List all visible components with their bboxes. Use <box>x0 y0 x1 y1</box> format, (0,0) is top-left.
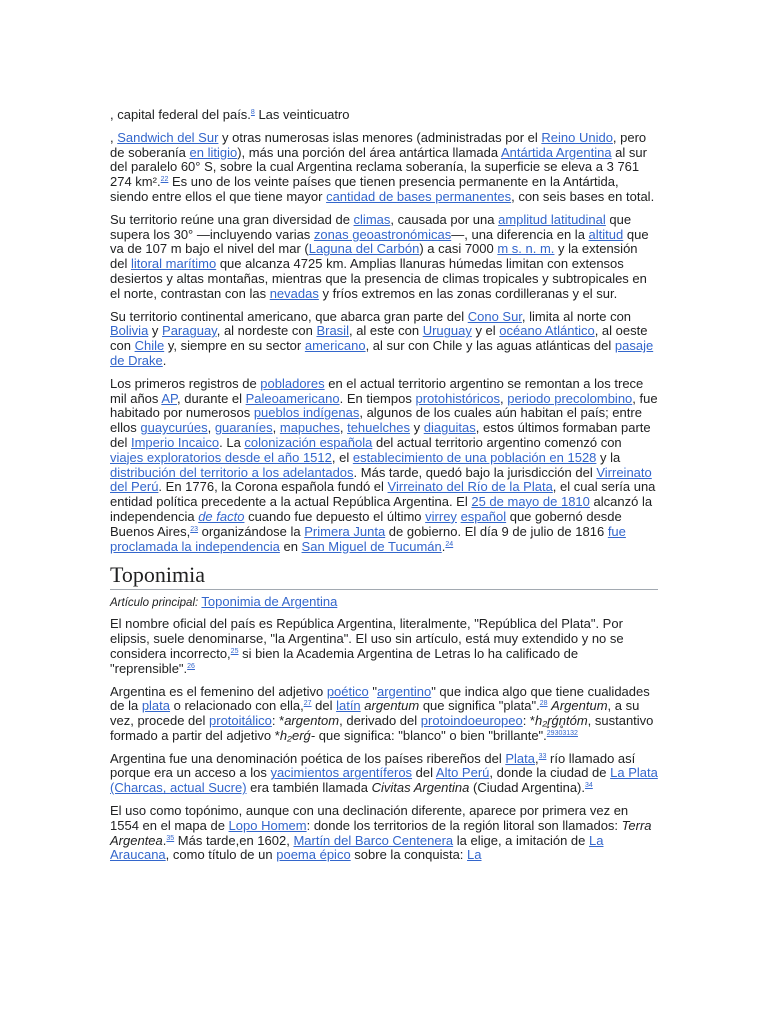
text-run: , fue habitado por numerosos <box>110 390 658 421</box>
text-run: y otras numerosas islas menores (administradas por el <box>218 129 542 145</box>
wiki-link[interactable]: Lopo Homem <box>228 817 307 833</box>
reference-link[interactable]: 27 <box>303 700 312 708</box>
italic-term: argentum <box>364 698 420 714</box>
text-run: . Más tarde, quedó bajo la jurisdicción del <box>353 464 597 480</box>
reference-link[interactable]: 28 <box>539 700 548 708</box>
text-run: , el cual sería una entidad política precedente a la actual República Argentina. El <box>110 479 656 510</box>
text-run: , el <box>331 449 353 465</box>
text-run: , <box>339 420 348 436</box>
wiki-link[interactable]: Paraguay <box>162 323 217 339</box>
text-run: la elige, a imitación de <box>453 832 589 848</box>
text-run: , <box>534 750 539 766</box>
text-run: y <box>409 420 424 436</box>
wiki-link[interactable]: Primera Junta <box>304 523 386 539</box>
text-run: Es uno de los veinte países que tienen presencia permanente en la Antártida, siendo entre ellos el que tiene mayor <box>110 174 619 204</box>
text-run: , <box>500 390 508 406</box>
text-run: , donde la ciudad de <box>489 765 611 781</box>
text-run: al sur del paralelo 60° S, sobre la cual Argentina reclama soberanía, la superficie se eleva a 3 761 274 km². <box>110 144 647 190</box>
wiki-link[interactable]: Chile <box>134 338 165 354</box>
wiki-link[interactable]: Brasil <box>316 323 349 339</box>
wiki-link[interactable]: Laguna del Carbón <box>308 241 420 257</box>
text-run: que significa: "blanco" o bien "brillante". <box>315 727 547 743</box>
text-run: : * <box>522 713 535 729</box>
italic-term: Argentum <box>551 698 608 714</box>
text-run: si bien la Academia Argentina de Letras lo ha calificado de "reprensible". <box>110 645 579 676</box>
text-run: : * <box>271 713 285 729</box>
wiki-link[interactable]: plata <box>141 698 171 714</box>
text-run: que gobernó desde Buenos Aires, <box>110 508 622 539</box>
paragraph-3 <box>110 310 658 369</box>
hatnote-link[interactable]: Toponimia de Argentina <box>201 594 338 610</box>
text-run: , al este con <box>348 323 423 339</box>
paragraph-2 <box>110 213 658 302</box>
text-run: del actual territorio argentino comenzó con <box>372 434 622 450</box>
paragraph-6 <box>110 685 658 744</box>
text-run: Más tarde,en 1602, <box>174 832 294 848</box>
paragraph-8 <box>110 804 658 863</box>
wiki-link[interactable]: Alto Perú <box>435 765 490 781</box>
wiki-link[interactable]: guaraníes <box>214 420 273 436</box>
text-run: , derivado del <box>339 713 421 729</box>
text-run: del <box>311 698 337 714</box>
reference-link[interactable]: 33 <box>538 752 547 760</box>
wiki-link[interactable]: La Plata (Charcas, actual Sucre) <box>110 765 658 796</box>
wiki-link[interactable]: pasaje de Drake <box>110 338 654 368</box>
italic-term: h₂erǵ- <box>279 727 316 743</box>
wiki-link[interactable]: protoitálico <box>209 713 272 729</box>
text-run: en <box>279 538 302 554</box>
text-run: que va de 107 m bajo el nivel del mar ( <box>110 226 649 257</box>
text-run: que significa "plata". <box>419 698 540 714</box>
text-run: , como título de un <box>165 847 277 863</box>
text-run: Su territorio reúne una gran diversidad de <box>110 211 354 227</box>
text-run: sobre la conquista: <box>350 847 468 863</box>
wiki-link[interactable]: Antártida Argentina <box>500 144 612 160</box>
text-run: , algunos de los cuales aún habitan el país; entre ellos <box>110 405 642 436</box>
text-run: y el <box>471 323 500 339</box>
text-run: , <box>207 420 215 436</box>
wiki-link[interactable]: colonización española <box>244 434 373 450</box>
text-run: " <box>368 683 377 699</box>
text-run: (Ciudad Argentina). <box>469 780 585 796</box>
wiki-link[interactable]: americano <box>304 338 366 354</box>
wiki-link[interactable]: protohistóricos <box>415 390 501 406</box>
wiki-link[interactable]: zonas geoastronómicas <box>313 226 452 242</box>
text-run: , estos últimos formaban parte del <box>110 420 651 450</box>
wiki-link[interactable]: La Araucana <box>110 832 604 863</box>
wiki-link[interactable]: guaycurúes <box>140 420 208 436</box>
text-run: en el actual territorio argentino se remontan a los trece mil años <box>110 375 644 406</box>
paragraph-5 <box>110 617 658 676</box>
text-run: , <box>110 129 118 145</box>
wiki-link[interactable]: Bolivia <box>110 323 149 339</box>
text-run: El uso como topónimo, aunque con una declinación diferente, aparece por primera vez en 1554 en el mapa de <box>110 803 629 833</box>
text-run: . La <box>219 434 245 450</box>
text-run: —, una diferencia en la <box>451 226 589 242</box>
text-run: era también llamada <box>246 780 372 796</box>
paragraph-4 <box>110 377 658 555</box>
text-run: y fríos extremos en las zonas cordilleranas y el sur. <box>318 285 618 301</box>
wiki-link[interactable]: Sandwich del Sur <box>117 129 219 145</box>
text-run: , al oeste con <box>110 323 648 354</box>
text-run: , durante el <box>176 390 246 406</box>
wiki-link[interactable]: en litigio <box>189 144 238 160</box>
wiki-link[interactable]: protoindoeuropeo <box>420 713 523 729</box>
text-run: de gobierno. El día 9 de julio de 1816 <box>385 523 608 539</box>
wiki-link[interactable]: argentino <box>376 683 432 699</box>
wiki-link[interactable]: yacimientos argentíferos <box>270 765 413 781</box>
wiki-link[interactable]: pobladores <box>260 375 325 391</box>
text-run: , limita al norte con <box>521 308 632 324</box>
reference-link[interactable]: 35 <box>166 834 175 842</box>
wiki-link[interactable]: m s. n. m. <box>497 241 555 257</box>
wiki-link[interactable]: pueblos indígenas <box>253 405 360 421</box>
wiki-link[interactable]: litoral marítimo <box>130 256 217 272</box>
text-run: Las veinticuatro <box>254 107 350 122</box>
wiki-link[interactable]: San Miguel de Tucumán <box>301 538 442 554</box>
wiki-link[interactable]: poético <box>326 683 369 699</box>
wiki-link[interactable]: Martín del Barco Centenera <box>293 832 454 848</box>
section-heading-toponimia: Toponimia <box>110 562 658 590</box>
text-run: organizándose la <box>198 523 305 539</box>
wiki-link[interactable]: 25 de mayo de 1810 <box>471 494 590 510</box>
text-run: , capital federal del país. <box>110 107 251 122</box>
reference-link[interactable]: 22 <box>160 176 169 184</box>
wiki-link[interactable]: virrey <box>425 508 457 524</box>
text-run: y la extensión del <box>110 241 638 272</box>
reference-link[interactable]: 24 <box>445 540 454 548</box>
hatnote <box>110 595 658 610</box>
text-run: ), más una porción del área antártica llamada <box>237 144 501 160</box>
text-run: . <box>441 538 446 554</box>
text-run: cuando fue depuesto el último <box>244 508 426 524</box>
wiki-link[interactable]: nevadas <box>269 285 319 301</box>
text-run: y <box>148 323 163 339</box>
text-run: , sustantivo formado a partir del adjetivo * <box>110 713 654 743</box>
italic-term: argentom <box>284 713 340 729</box>
wiki-link[interactable]: diaguitas <box>423 420 476 436</box>
paragraph-7 <box>110 752 658 796</box>
wiki-link[interactable]: La <box>467 847 482 863</box>
italic-term: Terra Argentea <box>110 817 652 848</box>
reference-link[interactable]: 29303132 <box>546 729 578 737</box>
wiki-link[interactable]: Virreinato del Perú <box>110 464 652 495</box>
text-run: Argentina fue una denominación poética de los países ribereños del <box>110 750 506 766</box>
reference-link[interactable]: 23 <box>190 525 199 533</box>
reference-link[interactable]: 26 <box>187 662 195 670</box>
wiki-link[interactable]: español <box>460 508 507 524</box>
wiki-link[interactable]: de facto <box>198 508 245 524</box>
text-run: que supera los 30° —incluyendo varias <box>110 211 632 242</box>
text-run: , pero de soberanía <box>110 129 647 160</box>
text-run: . En tiempos <box>339 390 416 406</box>
wiki-link[interactable]: Imperio Incaico <box>130 434 220 450</box>
text-run: : donde los territorios de la región litoral son llamados: <box>306 817 622 833</box>
reference-link[interactable]: 8 <box>250 109 255 116</box>
text-run: , <box>272 420 280 436</box>
text-run: Los primeros registros de <box>110 375 261 391</box>
article-body <box>110 108 658 871</box>
text-run: , a su vez, procede del <box>110 698 640 729</box>
wiki-link[interactable]: amplitud latitudinal <box>498 211 606 227</box>
text-run: y, siempre en su sector <box>164 338 305 354</box>
wiki-link[interactable]: Reino Unido <box>541 129 613 145</box>
text-run: alcanzó la independencia <box>110 494 653 524</box>
wiki-link[interactable]: Plata <box>505 750 535 766</box>
hatnote-label: Artículo principal: <box>110 597 199 610</box>
text-run: Argentina es el femenino del adjetivo <box>110 683 327 699</box>
wiki-link[interactable]: fue proclamada la independencia <box>110 523 626 554</box>
wiki-link[interactable]: climas <box>353 211 391 227</box>
wiki-link[interactable]: Uruguay <box>422 323 472 339</box>
wiki-link[interactable]: altitud <box>588 226 624 242</box>
italic-term: Civitas Argentina <box>371 780 470 796</box>
text-run: , causada por una <box>390 211 499 227</box>
wiki-link[interactable]: tehuelches <box>347 420 410 436</box>
text-run: ) a casi 7000 <box>419 241 498 257</box>
wiki-link[interactable]: Paleoamericano <box>245 390 340 406</box>
text-run: o relacionado con ella, <box>170 698 304 714</box>
text-run: , al sur con Chile y las aguas atlánticas del <box>365 338 615 354</box>
wiki-link[interactable]: océano Atlántico <box>499 323 595 339</box>
wiki-link[interactable]: AP <box>161 390 177 406</box>
text-run: Su territorio continental americano, que abarca gran parte del <box>110 308 468 324</box>
text-run: . En 1776, la Corona española fundó el <box>158 479 388 495</box>
text-run: El nombre oficial del país es República Argentina, literalmente, "República del Plata". Por elipsis, suele denominarse, "la Argentina". El uso sin artículo, está muy extendido y no se considera incorrecto, <box>110 616 624 661</box>
text-run: río llamado así porque era un acceso a los <box>110 750 636 781</box>
wiki-link[interactable]: mapuches <box>279 420 340 436</box>
text-run: que alcanza 4725 km. Amplias llanuras húmedas limitan con extensos desiertos y altas montañas, mientras que la presencia de climas tropicales y subtropicales en el norte, contrastan con las <box>110 256 647 301</box>
reference-link[interactable]: 25 <box>230 647 239 655</box>
wiki-link[interactable]: Virreinato del Río de la Plata <box>387 479 553 495</box>
text-run: , al nordeste con <box>216 323 317 339</box>
wiki-link[interactable]: periodo precolombino <box>507 390 633 406</box>
text-run: . <box>162 832 167 848</box>
paragraph-0 <box>110 108 658 123</box>
wiki-link[interactable]: establecimiento de una población en 1528 <box>352 449 597 465</box>
text-run: . <box>162 352 167 368</box>
reference-link[interactable]: 34 <box>585 782 593 790</box>
wiki-link[interactable]: cantidad de bases permanentes <box>326 188 512 204</box>
italic-term: h₂r̥ǵn̥tóm <box>535 713 588 729</box>
wiki-link[interactable]: viajes exploratorios desde el año 1512 <box>110 449 332 465</box>
text-run: , con seis bases en total. <box>511 188 655 204</box>
paragraph-1 <box>110 131 658 205</box>
text-run: del <box>412 765 436 781</box>
text-run: " que indica algo que tiene cualidades de la <box>110 683 650 714</box>
wiki-link[interactable]: latín <box>336 698 361 714</box>
wiki-link[interactable]: Cono Sur <box>467 308 522 324</box>
wiki-link[interactable]: distribución del territorio a los adelantados <box>110 464 354 480</box>
text-run: y la <box>596 449 621 465</box>
wiki-link[interactable]: poema épico <box>276 847 351 863</box>
